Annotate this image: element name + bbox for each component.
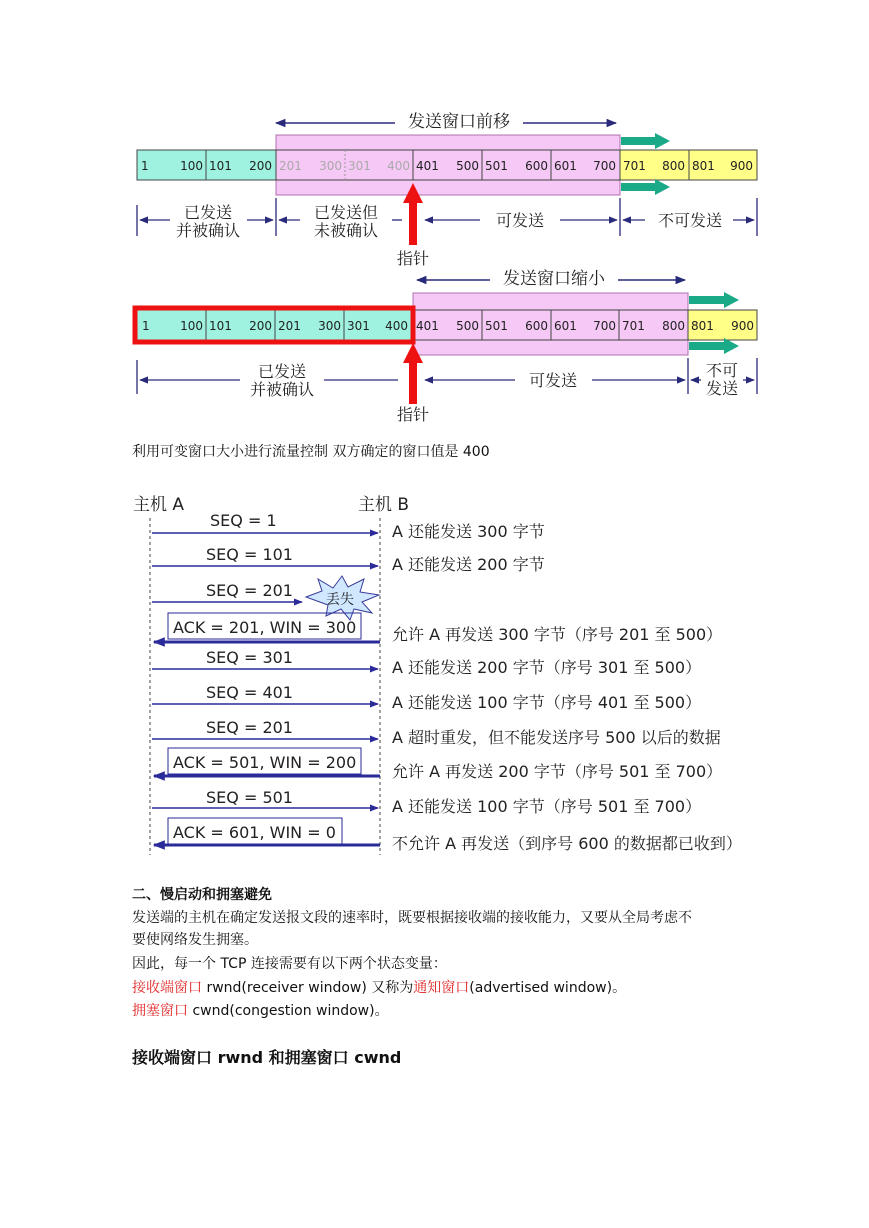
cell-bottom-601: 601 — [554, 319, 577, 333]
cell-bottom-600: 600 — [525, 319, 548, 333]
rwnd-text: rwnd(receiver window) 又称为 — [202, 980, 414, 996]
cell-bottom-700: 700 — [593, 319, 616, 333]
cell-bottom-701: 701 — [622, 319, 645, 333]
cell-bottom-501: 501 — [485, 319, 508, 333]
host-b-label: 主机 B — [358, 495, 410, 515]
seq-label: SEQ = 201 — [206, 581, 293, 600]
bottom-title: 发送窗口缩小 — [503, 269, 605, 289]
cell-top-601: 601 — [554, 159, 577, 173]
cell-bottom-300: 300 — [318, 319, 341, 333]
figure-caption: 利用可变窗口大小进行流量控制 双方确定的窗口值是 400 — [132, 444, 490, 460]
paragraph-line: 要使网络发生拥塞。 — [132, 932, 258, 948]
label-can-send-top: 可发送 — [495, 211, 545, 230]
cell-bottom-500: 500 — [456, 319, 479, 333]
cell-top-300: 300 — [319, 159, 342, 173]
cell-bottom-800: 800 — [662, 319, 685, 333]
cell-top-400: 400 — [387, 159, 410, 173]
cell-top-900: 900 — [730, 159, 753, 173]
shift-arrow-icon — [689, 292, 739, 308]
cell-top-500: 500 — [456, 159, 479, 173]
top-title: 发送窗口前移 — [408, 112, 510, 132]
section-heading: 二、慢启动和拥塞避免 — [132, 887, 272, 903]
cwnd-term: 拥塞窗口 — [132, 1003, 188, 1019]
cell-top-101: 101 — [209, 159, 232, 173]
label-cannot-send-top: 不可发送 — [657, 211, 723, 230]
cell-top-100: 100 — [180, 159, 203, 173]
cell-bottom-100: 100 — [180, 319, 203, 333]
receiver-note: A 还能发送 200 字节（序号 301 至 500） — [392, 658, 702, 677]
seq-label: SEQ = 301 — [206, 648, 293, 667]
receiver-note: 允许 A 再发送 200 字节（序号 501 至 700） — [392, 762, 723, 781]
host-a-label: 主机 A — [133, 495, 185, 515]
cell-bottom-801: 801 — [691, 319, 714, 333]
cell-bottom-101: 101 — [209, 319, 232, 333]
label-can-send-bottom: 可发送 — [528, 371, 578, 390]
shift-arrow-icon — [621, 179, 670, 195]
lost-label: 丢失 — [326, 592, 354, 608]
seq-label: SEQ = 201 — [206, 718, 293, 737]
rwnd-definition — [132, 977, 626, 999]
cwnd-definition — [132, 1000, 389, 1022]
label-sent-unacked-top-2: 未被确认 — [313, 221, 379, 240]
cell-top-200: 200 — [249, 159, 272, 173]
cell-bottom-201: 201 — [278, 319, 301, 333]
cell-top-700: 700 — [593, 159, 616, 173]
pointer-label-top: 指针 — [396, 249, 430, 268]
receiver-note: A 还能发送 100 字节（序号 401 至 500） — [392, 693, 702, 712]
cell-top-201: 201 — [279, 159, 302, 173]
ack-label: ACK = 501, WIN = 200 — [173, 753, 357, 772]
cell-top-1: 1 — [141, 159, 149, 173]
seq-label: SEQ = 101 — [206, 545, 293, 564]
pointer-label-bottom: 指针 — [396, 405, 430, 424]
paragraph-line: 发送端的主机在确定发送报文段的速率时，既要根据接收端的接收能力，又要从全局考虑不 — [132, 910, 692, 926]
seq-label: SEQ = 1 — [210, 511, 277, 530]
receiver-note: A 还能发送 100 字节（序号 501 至 700） — [392, 797, 702, 816]
rwnd-term: 接收端窗口 — [132, 980, 202, 996]
cell-top-800: 800 — [662, 159, 685, 173]
cell-top-701: 701 — [623, 159, 646, 173]
cell-top-301: 301 — [348, 159, 371, 173]
label-sent-unacked-top: 已发送但 — [313, 203, 379, 222]
label-sent-acked-top-2: 并被确认 — [175, 221, 241, 240]
seq-label: SEQ = 401 — [206, 683, 293, 702]
label-sent-acked-bottom-2: 并被确认 — [249, 380, 315, 399]
cwnd-text: cwnd(congestion window)。 — [188, 1003, 389, 1019]
advertised-window-text: (advertised window)。 — [469, 980, 627, 996]
advertised-window-term: 通知窗口 — [413, 980, 470, 996]
seq-label: SEQ = 501 — [206, 788, 293, 807]
cell-top-501: 501 — [485, 159, 508, 173]
receiver-note: A 还能发送 300 字节 — [392, 522, 545, 541]
cell-bottom-401: 401 — [416, 319, 439, 333]
ack-label: ACK = 201, WIN = 300 — [173, 618, 357, 637]
ack-label: ACK = 601, WIN = 0 — [173, 823, 336, 842]
label-cannot-send-bottom: 不可 — [705, 361, 739, 380]
label-cannot-send-bottom-2: 发送 — [705, 379, 739, 398]
receiver-note: 不允许 A 再发送（到序号 600 的数据都已收到） — [392, 834, 742, 853]
label-sent-acked-top: 已发送 — [183, 203, 233, 222]
shift-arrow-icon — [621, 133, 670, 149]
label-sent-acked-bottom: 已发送 — [257, 362, 307, 381]
cell-bottom-1: 1 — [142, 319, 150, 333]
sliding-window-diagram — [0, 0, 869, 440]
cell-bottom-200: 200 — [249, 319, 272, 333]
paragraph-line: 因此，每一个 TCP 连接需要有以下两个状态变量： — [132, 956, 447, 972]
flow-control-sequence-diagram — [0, 485, 869, 865]
receiver-note: A 还能发送 200 字节 — [392, 555, 545, 574]
cell-top-801: 801 — [692, 159, 715, 173]
cell-top-401: 401 — [416, 159, 439, 173]
cell-bottom-400: 400 — [385, 319, 408, 333]
subheading: 接收端窗口 rwnd 和拥塞窗口 cwnd — [132, 1048, 402, 1067]
receiver-note: 允许 A 再发送 300 字节（序号 201 至 500） — [392, 625, 723, 644]
cell-bottom-900: 900 — [731, 319, 754, 333]
cell-top-600: 600 — [525, 159, 548, 173]
receiver-note: A 超时重发，但不能发送序号 500 以后的数据 — [392, 728, 721, 747]
cell-bottom-301: 301 — [347, 319, 370, 333]
